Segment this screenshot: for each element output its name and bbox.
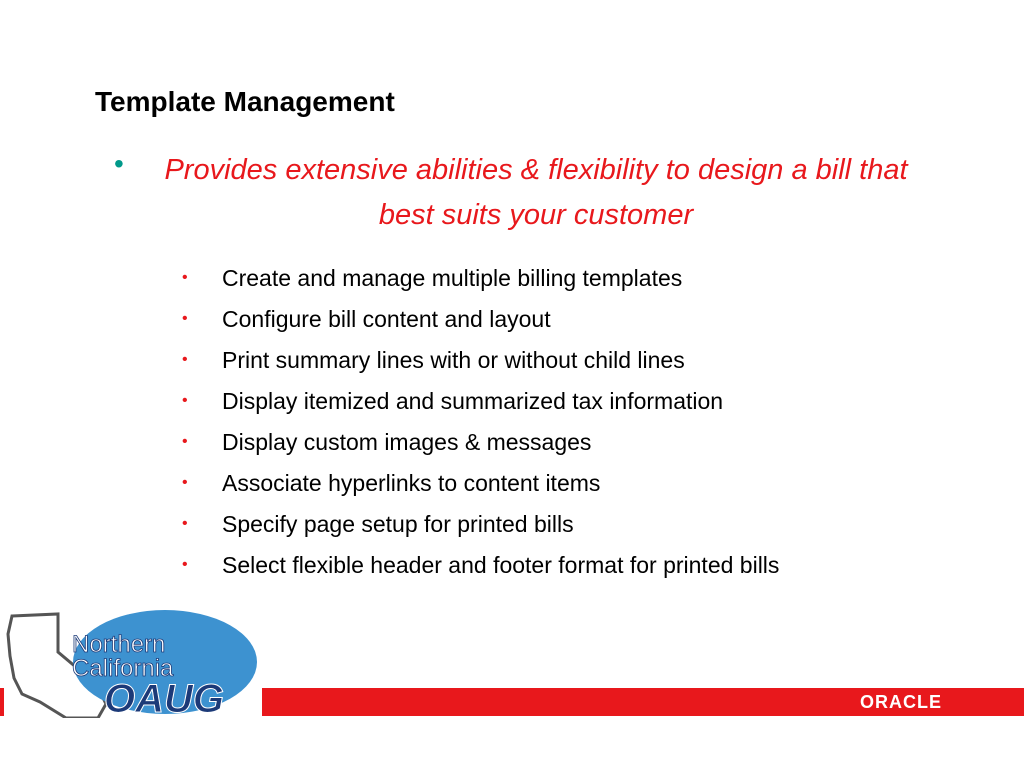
- sub-bullet-text: Select flexible header and footer format for printed bills: [222, 552, 780, 578]
- sub-bullet-dot: •: [182, 556, 188, 573]
- footer-left-accent: [0, 688, 4, 716]
- logo-text-oaug: OAUG: [104, 677, 224, 718]
- sub-bullet-dot: •: [182, 433, 188, 450]
- sub-bullet-text: Print summary lines with or without child lines: [222, 347, 685, 373]
- sub-bullet-dot: •: [182, 310, 188, 327]
- sub-bullet-text: Specify page setup for printed bills: [222, 511, 574, 537]
- sub-bullet-dot: •: [182, 474, 188, 491]
- sub-bullet-text: Display itemized and summarized tax information: [222, 388, 724, 414]
- logo-text-northern: Northern: [72, 631, 166, 658]
- oracle-logo: ORACLE: [860, 692, 942, 712]
- sub-bullet-dot: •: [182, 269, 188, 286]
- slide-title: Template Management: [95, 86, 395, 117]
- logo-text-california: California: [72, 655, 174, 682]
- sub-bullet-dot: •: [182, 351, 188, 368]
- sub-bullet-text: Display custom images & messages: [222, 429, 592, 455]
- main-bullet-dot: •: [114, 148, 124, 179]
- oaug-logo: [0, 606, 262, 718]
- sub-bullet-dot: •: [182, 515, 188, 532]
- sub-bullet-text: Configure bill content and layout: [222, 306, 551, 332]
- main-bullet-text: Provides extensive abilities & flexibility to design a bill that best suits your customer: [164, 154, 908, 231]
- sub-bullet-text: Create and manage multiple billing templates: [222, 265, 683, 291]
- sub-bullet-dot: •: [182, 392, 188, 409]
- sub-bullet-text: Associate hyperlinks to content items: [222, 470, 601, 496]
